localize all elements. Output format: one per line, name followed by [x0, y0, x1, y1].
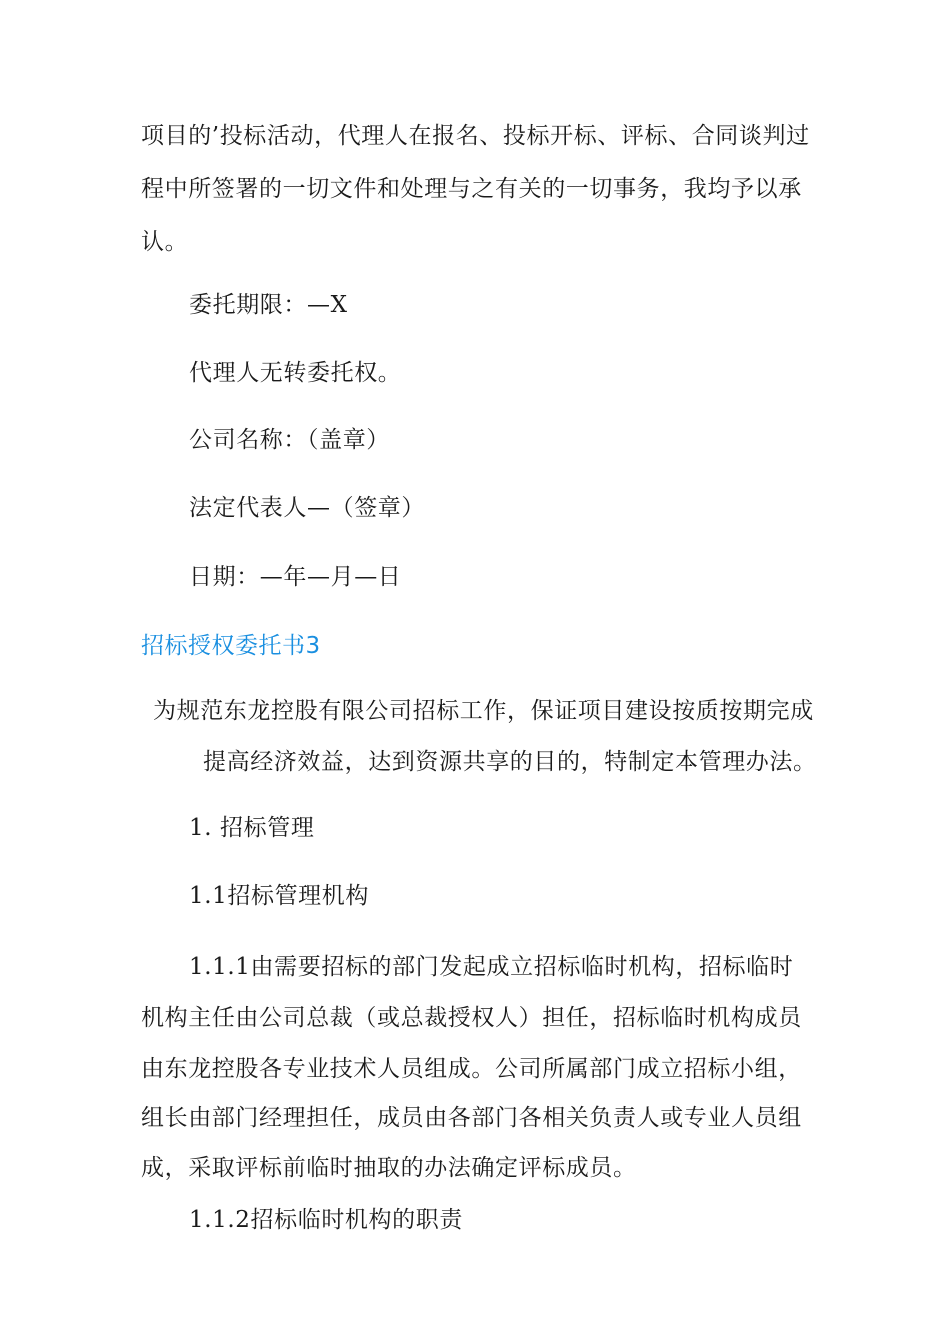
- intro-paragraph-line-3: 认。: [141, 229, 189, 255]
- item-1-1-heading: 1.1招标管理机构: [189, 883, 369, 909]
- item-1-heading: 1. 招标管理: [189, 815, 315, 841]
- no-transfer-line: 代理人无转委托权。: [189, 360, 402, 386]
- item-1-1-1-line-3: 由东龙控股各专业技术人员组成。公司所属部门成立招标小组，: [141, 1056, 802, 1082]
- purpose-paragraph-line-2: 提高经济效益，达到资源共享的目的，特制定本管理办法。: [203, 749, 817, 775]
- item-1-1-1-line-2: 机构主任由公司总裁（或总裁授权人）担任，招标临时机构成员: [141, 1005, 802, 1031]
- intro-paragraph-line-1: 项目的’投标活动，代理人在报名、投标开标、评标、合同谈判过: [141, 123, 810, 149]
- item-1-1-1-line-1: 1.1.1由需要招标的部门发起成立招标临时机构，招标临时: [189, 954, 794, 980]
- section-heading: 招标授权委托书3: [141, 633, 321, 659]
- legal-representative-line: 法定代表人—（签章）: [189, 495, 425, 521]
- item-1-1-1-line-4: 组长由部门经理担任，成员由各部门各相关负责人或专业人员组: [141, 1105, 802, 1131]
- item-1-1-1-line-5: 成，采取评标前临时抽取的办法确定评标成员。: [141, 1155, 637, 1181]
- item-1-1-2-heading: 1.1.2招标临时机构的职责: [189, 1207, 463, 1233]
- term-line: 委托期限：—X: [189, 292, 348, 318]
- intro-paragraph-line-2: 程中所签署的一切文件和处理与之有关的一切事务，我均予以承: [141, 176, 802, 202]
- date-line: 日期：—年—月—日: [189, 564, 402, 590]
- company-name-line: 公司名称：（盖章）: [189, 427, 390, 453]
- purpose-paragraph-line-1: 为规范东龙控股有限公司招标工作，保证项目建设按质按期完成: [153, 698, 814, 724]
